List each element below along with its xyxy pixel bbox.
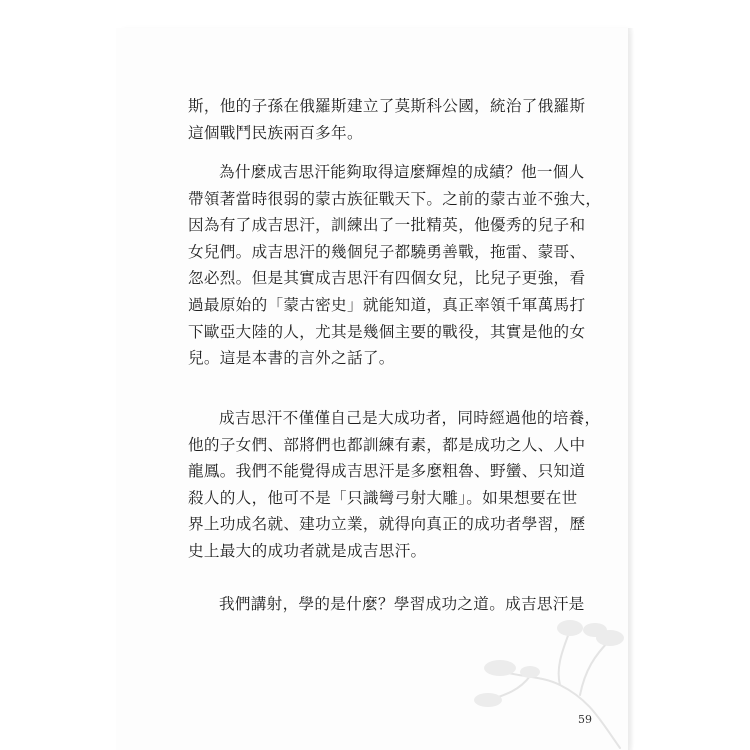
text-line: 我們講射，學的是什麼？學習成功之道。成吉思汗是 xyxy=(219,595,585,613)
text-line: 龍鳳。我們不能覺得成吉思汗是多麼粗魯、野蠻、只知道 xyxy=(188,462,586,481)
page-number: 59 xyxy=(578,713,592,726)
text-line: 殺人的人，他可不是「只識彎弓射大雕」。如果想要在世 xyxy=(188,488,578,507)
text-line: 忽必烈。但是其實成吉思汗有四個女兒，比兒子更強，看 xyxy=(188,269,586,288)
text-line: 斯，他的子孫在俄羅斯建立了莫斯科公國，統治了俄羅斯 xyxy=(188,97,586,115)
paragraph-2 xyxy=(188,159,602,372)
text-line: 帶領著當時很弱的蒙古族征戰天下。之前的蒙古並不強大， xyxy=(188,189,602,208)
text-line: 界上功成名就、建功立業，就得向真正的成功者學習，歷 xyxy=(188,515,586,534)
text-line: 他的子女們、部將們也都訓練有素，都是成功之人、人中 xyxy=(188,435,586,454)
paragraph-1 xyxy=(188,93,586,146)
text-line: 史上最大的成功者就是成吉思汗。 xyxy=(188,541,427,560)
text-line: 女兒們。成吉思汗的幾個兒子都驍勇善戰，拖雷、蒙哥、 xyxy=(188,242,586,261)
text-line: 下歐亞大陸的人，尤其是幾個主要的戰役，其實是他的女 xyxy=(188,322,586,341)
paragraph-3 xyxy=(188,405,601,565)
text-line: 因為有了成吉思汗，訓練出了一批精英，他優秀的兒子和 xyxy=(188,216,586,235)
text-line: 兒。這是本書的言外之話了。 xyxy=(188,349,395,368)
text-line: 為什麼成吉思汗能夠取得這麼輝煌的成績？他一個人 xyxy=(219,163,585,181)
text-line: 過最原始的「蒙古密史」就能知道，真正率領千軍萬馬打 xyxy=(188,295,586,314)
text-line: 成吉思汗不僅僅自己是大成功者，同時經過他的培養， xyxy=(219,409,601,427)
pine-branch-watermark-icon xyxy=(470,600,630,750)
text-line: 這個戰鬥民族兩百多年。 xyxy=(188,123,363,142)
